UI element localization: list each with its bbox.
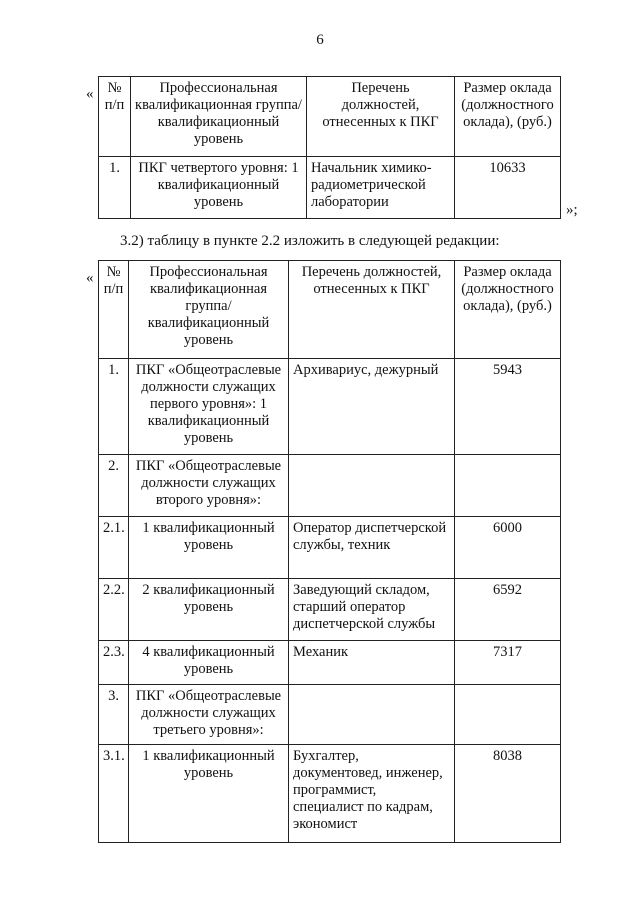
table2-row-group: ПКГ «Общеотраслевые должности служащих третьего уровня»: (129, 685, 289, 745)
table2-row-salary: 8038 (455, 745, 561, 843)
table-row (99, 517, 561, 579)
table2-row-positions: Оператор диспетчерской службы, техник (289, 517, 455, 579)
table2-row-group: 4 квалификационный уровень (129, 641, 289, 685)
table2-row-num: 2.2. (99, 579, 129, 641)
table2-row-group: ПКГ «Общеотраслевые должности служащих второго уровня»: (129, 455, 289, 517)
table2-row-positions: Заведующий складом, старший оператор диспетчерской службы (289, 579, 455, 641)
table2-row-num: 2. (99, 455, 129, 517)
table2-header-salary: Размер оклада (должностного оклада), (руб.) (455, 261, 561, 359)
table-row (99, 745, 561, 843)
table2-row-salary (455, 455, 561, 517)
table2-row-group: 1 квалификационный уровень (129, 517, 289, 579)
table1-header-salary: Размер оклада (должностного оклада), (руб.) (455, 77, 561, 157)
table2-row-group: 2 квалификационный уровень (129, 579, 289, 641)
table2-row-group: 1 квалификационный уровень (129, 745, 289, 843)
table2-row-positions (289, 685, 455, 745)
table2-row-positions (289, 455, 455, 517)
table-row (99, 685, 561, 745)
table2-open-quote: « (86, 270, 94, 286)
table1-close-quote: »; (566, 202, 578, 218)
table1-row1-positions: Начальник химико-радиометрической лаборатории (307, 157, 455, 219)
table-row (99, 359, 561, 455)
table-row (99, 455, 561, 517)
table-row (99, 157, 561, 219)
table1 (98, 76, 561, 219)
table1-header-positions: Перечень должностей, отнесенных к ПКГ (307, 77, 455, 157)
table2-row-num: 2.3. (99, 641, 129, 685)
table2-row-salary: 7317 (455, 641, 561, 685)
table1-header-row (99, 77, 561, 157)
table2-row-num: 3. (99, 685, 129, 745)
table2-row-num: 1. (99, 359, 129, 455)
table1-header-num: № п/п (99, 77, 131, 157)
table2-row-salary: 6592 (455, 579, 561, 641)
table1-row1-salary: 10633 (455, 157, 561, 219)
table2-row-group: ПКГ «Общеотраслевые должности служащих первого уровня»: 1 квалификационный уровень (129, 359, 289, 455)
table-row (99, 641, 561, 685)
table2-row-num: 2.1. (99, 517, 129, 579)
amendment-paragraph: 3.2) таблицу в пункте 2.2 изложить в следующей редакции: (120, 233, 500, 249)
table2-row-salary: 5943 (455, 359, 561, 455)
table2-row-salary: 6000 (455, 517, 561, 579)
table2-row-salary (455, 685, 561, 745)
table2-header-group: Профессиональная квалификационная группа/ квалификационный уровень (129, 261, 289, 359)
table2-header-num: № п/п (99, 261, 129, 359)
table2 (98, 260, 561, 843)
page-number: 6 (316, 32, 324, 48)
table1-header-group: Профессиональная квалификационная группа/ квалификационный уровень (131, 77, 307, 157)
table1-row1-num: 1. (99, 157, 131, 219)
table1-open-quote: « (86, 86, 94, 102)
table2-header-positions: Перечень должностей, отнесенных к ПКГ (289, 261, 455, 359)
table2-row-positions: Архивариус, дежурный (289, 359, 455, 455)
table2-row-num: 3.1. (99, 745, 129, 843)
table2-row-positions: Механик (289, 641, 455, 685)
table1-row1-group: ПКГ четвертого уровня: 1 квалификационный уровень (131, 157, 307, 219)
table2-header-row (99, 261, 561, 359)
table2-row-positions: Бухгалтер, документовед, инженер, программист, специалист по кадрам, экономист (289, 745, 455, 843)
table-row (99, 579, 561, 641)
